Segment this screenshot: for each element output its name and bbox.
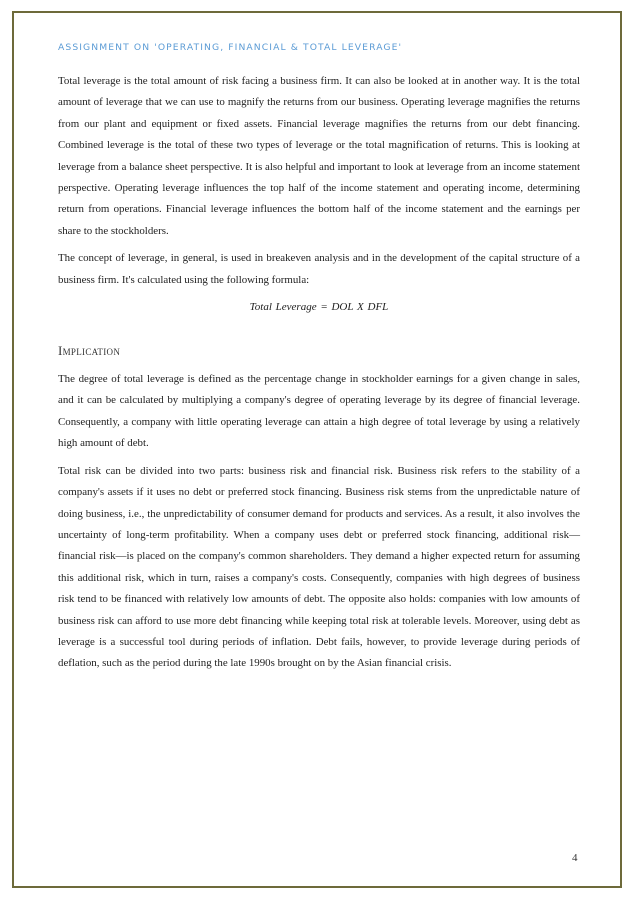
page-content (58, 42, 580, 681)
running-header: ASSIGNMENT ON 'OPERATING, FINANCIAL & TOTAL LEVERAGE' (58, 42, 403, 53)
implication-paragraph-1: The degree of total leverage is defined as the percentage change in stockholder earnings for a given change in sales, and it can be calculated by multiplying a company's degree of operating leverage by its degree of financial leverage. Consequently, a company with little operating leverage can attain a high degree of total leverage by using a relatively high amount of debt. (58, 373, 580, 450)
page-number: 4 (572, 852, 578, 864)
intro-paragraph: Total leverage is the total amount of risk facing a business firm. It can also be looked at in another way. It is the total amount of leverage that we can use to magnify the returns from our business. Operating leverage magnifies the returns from our plant and equipment or fixed assets. Financial leverage magnifies the returns from our debt financing. Combined leverage is the total of these two types of leverage or the total magnification of returns. This is looking at leverage from a balance sheet perspective. It is also helpful and important to look at leverage from an income statement perspective. Operating leverage influences the top half of the income statement and operating income, determining return from operations. Financial leverage influences the bottom half of the income statement and the earnings per share to the stockholders. (58, 75, 580, 237)
implication-heading: Implication (58, 343, 121, 359)
implication-paragraph-2: Total risk can be divided into two parts: business risk and financial risk. Business risk refers to the stability of a company's assets if it uses no debt or preferred stock financing. Business risk stems from the unpredictable nature of doing business, i.e., the unpredictability of consumer demand for products and services. As a result, it also involves the uncertainty of long-term profitability. When a company uses debt or preferred stock financing, additional risk—financial risk—is placed on the company's common shareholders. They demand a higher expected return for assuming this additional risk, which in turn, raises a company's costs. Consequently, companies with high degrees of business risk tend to be financed with relatively low amounts of debt. The opposite also holds: companies with low amounts of business risk can afford to use more debt financing while keeping total risk at tolerable levels. Moreover, using debt as leverage is a successful tool during periods of inflation. Debt fails, however, to provide leverage during periods of deflation, such as the period during the late 1990s brought on by the Asian financial crisis. (58, 464, 580, 670)
concept-paragraph: The concept of leverage, in general, is used in breakeven analysis and in the development of the capital structure of a business firm. It's calculated using the following formula: (58, 252, 580, 286)
total-leverage-formula: Total Leverage = DOL X DFL (249, 301, 389, 314)
